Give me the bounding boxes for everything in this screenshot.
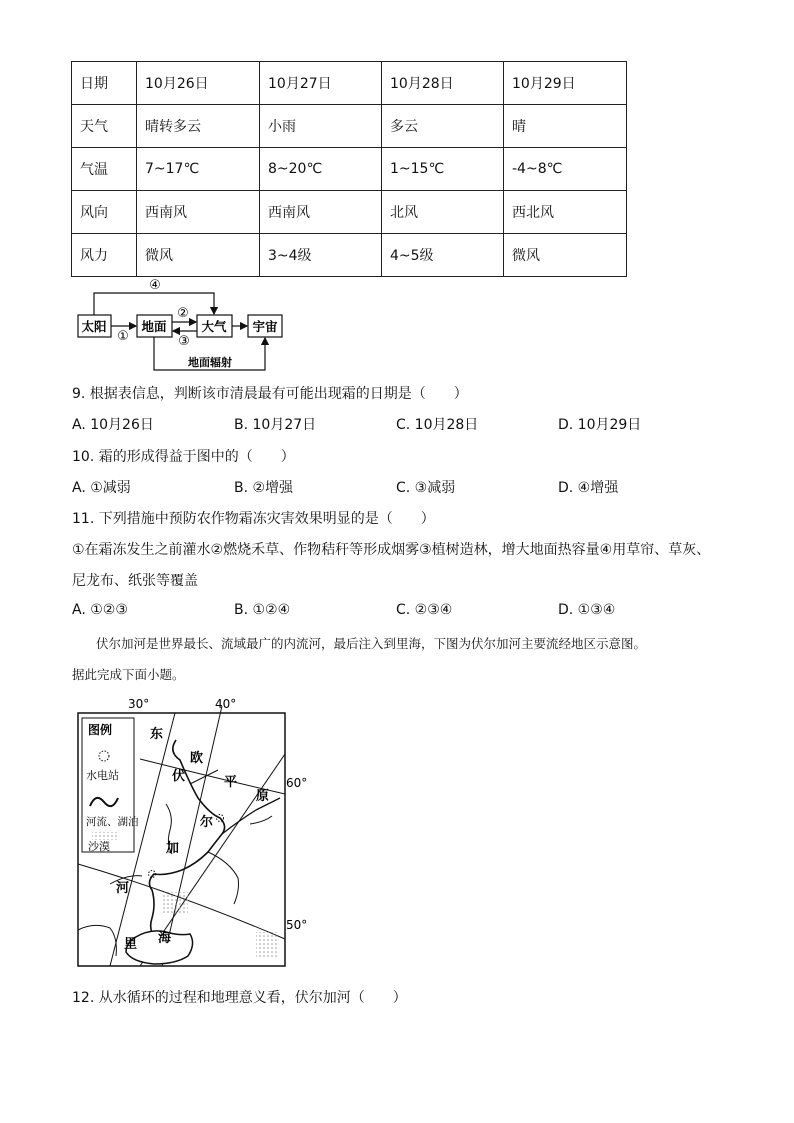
q9-option-c: C. 10月28日 bbox=[396, 417, 479, 433]
q9-option-d: D. 10月29日 bbox=[558, 417, 642, 433]
q10-option-d: D. ④增强 bbox=[558, 480, 619, 496]
table-cell: 10月28日 bbox=[382, 62, 504, 105]
q11-option-d: D. ①③④ bbox=[558, 602, 616, 618]
table-cell: 天气 bbox=[72, 105, 137, 148]
table-row bbox=[72, 191, 627, 234]
volga-map bbox=[70, 694, 315, 969]
ground-label: 地面 bbox=[141, 319, 167, 334]
place-char-ou: 欧 bbox=[190, 751, 204, 766]
table-cell: 10月29日 bbox=[504, 62, 627, 105]
table-row bbox=[72, 148, 627, 191]
arrow-2-label: ② bbox=[177, 306, 189, 321]
q9-option-b: B. 10月27日 bbox=[234, 417, 317, 433]
table-cell: 风力 bbox=[72, 234, 137, 277]
question-11-stem: 11. 下列措施中预防农作物霜冻灾害效果明显的是（ ） bbox=[72, 511, 435, 527]
place-char-jia: 加 bbox=[166, 841, 180, 856]
heat-flow-diagram bbox=[70, 274, 290, 374]
weather-table bbox=[71, 61, 627, 277]
q11-option-b: B. ①②④ bbox=[234, 602, 291, 618]
table-row bbox=[72, 105, 627, 148]
q11-option-a: A. ①②③ bbox=[72, 602, 128, 618]
legend-item-desert: 沙漠 bbox=[88, 840, 110, 853]
passage-line-2: 据此完成下面小题。 bbox=[72, 667, 185, 682]
place-char-hai: 海 bbox=[158, 931, 172, 946]
table-cell: 4~5级 bbox=[382, 234, 504, 277]
lon-label-40: 40° bbox=[215, 697, 237, 711]
table-cell: 西南风 bbox=[137, 191, 260, 234]
table-cell: 多云 bbox=[382, 105, 504, 148]
passage-line-1: 伏尔加河是世界最长、流域最广的内流河，最后注入到里海，下图为伏尔加河主要流经地区示意图。 bbox=[96, 636, 647, 651]
table-cell: 小雨 bbox=[260, 105, 382, 148]
table-cell: 10月27日 bbox=[260, 62, 382, 105]
place-char-li: 里 bbox=[124, 937, 138, 952]
arrow-3-label: ③ bbox=[178, 334, 190, 349]
table-cell: 日期 bbox=[72, 62, 137, 105]
question-11-body-line-1: ①在霜冻发生之前灌水②燃烧禾草、作物秸秆等形成烟雾③植树造林，增大地面热容量④用草帘、草灰、 bbox=[72, 542, 711, 558]
question-12-stem: 12. 从水循环的过程和地理意义看，伏尔加河（ ） bbox=[72, 990, 407, 1006]
place-char-ping: 平 bbox=[224, 775, 238, 790]
table-cell: 10月26日 bbox=[137, 62, 260, 105]
legend-item-river: 河流、湖泊 bbox=[86, 816, 139, 828]
place-char-dong: 东 bbox=[150, 727, 164, 742]
q11-option-c: C. ②③④ bbox=[396, 602, 453, 618]
table-cell: 风向 bbox=[72, 191, 137, 234]
arrow-1-label: ① bbox=[117, 329, 129, 344]
map-legend bbox=[82, 718, 134, 852]
table-cell: 1~15℃ bbox=[382, 148, 504, 191]
question-10-stem: 10. 霜的形成得益于图中的（ ） bbox=[72, 449, 295, 465]
table-cell: 微风 bbox=[137, 234, 260, 277]
q10-option-c: C. ③减弱 bbox=[396, 480, 456, 496]
table-cell: -4~8℃ bbox=[504, 148, 627, 191]
lat-label-50: 50° bbox=[286, 918, 308, 932]
place-char-fu: 伏 bbox=[172, 769, 186, 784]
desert-area bbox=[162, 892, 188, 914]
table-cell: 晴转多云 bbox=[137, 105, 260, 148]
table-cell: 8~20℃ bbox=[260, 148, 382, 191]
arrow-4 bbox=[94, 293, 214, 315]
question-9-stem: 9. 根据表信息，判断该市清晨最有可能出现霜的日期是（ ） bbox=[72, 386, 468, 402]
desert-legend-icon bbox=[92, 832, 118, 840]
q10-option-b: B. ②增强 bbox=[234, 480, 294, 496]
table-cell: 7~17℃ bbox=[137, 148, 260, 191]
table-cell: 气温 bbox=[72, 148, 137, 191]
lon-label-30: 30° bbox=[128, 697, 150, 711]
legend-title: 图例 bbox=[88, 723, 113, 737]
table-cell: 西南风 bbox=[260, 191, 382, 234]
desert-area bbox=[256, 932, 278, 958]
place-char-yuan: 原 bbox=[256, 789, 270, 804]
table-cell: 晴 bbox=[504, 105, 627, 148]
table-cell: 微风 bbox=[504, 234, 627, 277]
space-label: 宇宙 bbox=[252, 319, 278, 334]
atmosphere-label: 大气 bbox=[201, 319, 227, 334]
table-cell: 北风 bbox=[382, 191, 504, 234]
question-11-body-line-2: 尼龙布、纸张等覆盖 bbox=[72, 573, 198, 589]
arrow-4-label: ④ bbox=[149, 278, 161, 293]
table-cell: 3~4级 bbox=[260, 234, 382, 277]
ground-radiation-label: 地面辐射 bbox=[188, 356, 232, 369]
lat-label-60: 60° bbox=[286, 776, 308, 790]
sun-label: 太阳 bbox=[81, 319, 107, 334]
table-row bbox=[72, 62, 627, 105]
place-char-er: 尔 bbox=[200, 815, 214, 830]
legend-item-hydro: 水电站 bbox=[86, 769, 119, 782]
q10-option-a: A. ①减弱 bbox=[72, 480, 131, 496]
table-cell: 西北风 bbox=[504, 191, 627, 234]
place-char-he: 河 bbox=[116, 881, 130, 896]
q9-option-a: A. 10月26日 bbox=[72, 417, 154, 433]
table-row bbox=[72, 234, 627, 277]
